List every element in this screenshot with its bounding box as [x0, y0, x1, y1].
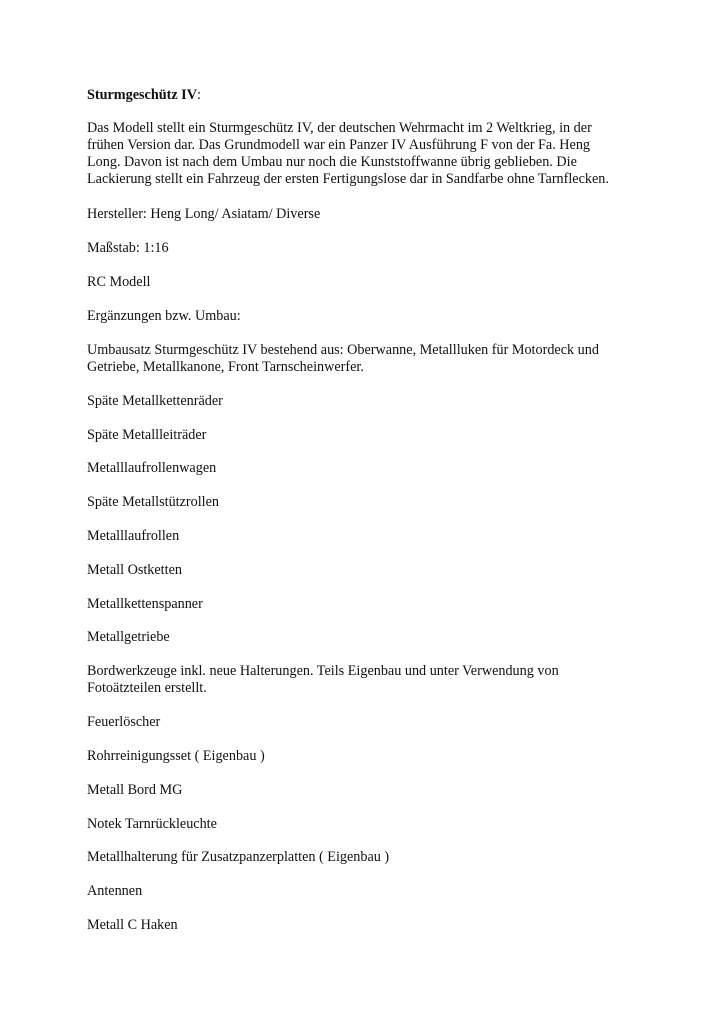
conversion-kit-line-1: Umbausatz Sturmgeschütz IV bestehend aus: Oberwanne, Metallluken für Motordeck und [87, 342, 599, 358]
conversion-kit-line-2: Getriebe, Metallkanone, Front Tarnscheinwerfer. [87, 359, 364, 375]
scale-line: Maßstab: 1:16 [87, 240, 169, 256]
list-item: Späte Metallstützrollen [87, 494, 219, 510]
intro-line-1: Das Modell stellt ein Sturmgeschütz IV, der deutschen Wehrmacht im 2 Weltkrieg, in der [87, 120, 592, 136]
list-item: Metallkettenspanner [87, 596, 203, 612]
intro-line-2: frühen Version dar. Das Grundmodell war ein Panzer IV Ausführung F von der Fa. Heng [87, 137, 591, 153]
intro-line-4: Lackierung stellt ein Fahrzeug der ersten Fertigungslose dar in Sandfarbe ohne Tarnflecken. [87, 171, 609, 187]
list-item: Metallgetriebe [87, 629, 170, 645]
list-item: Späte Metallkettenräder [87, 393, 223, 409]
list-item: Antennen [87, 883, 143, 899]
list-item: Rohrreinigungsset ( Eigenbau ) [87, 748, 265, 764]
intro-line-3: Long. Davon ist nach dem Umbau nur noch die Kunststoffwanne übrig geblieben. Die [87, 154, 577, 170]
list-item: Metall Bord MG [87, 782, 183, 798]
list-item: Metall Ostketten [87, 562, 182, 578]
tools-line-2: Fotoätzteilen erstellt. [87, 680, 207, 696]
additions-heading: Ergänzungen bzw. Umbau: [87, 308, 241, 324]
model-type-line: RC Modell [87, 274, 151, 290]
manufacturer-line: Hersteller: Heng Long/ Asiatam/ Diverse [87, 206, 321, 222]
list-item: Metalllaufrollen [87, 528, 180, 544]
list-item: Metallhalterung für Zusatzpanzerplatten ( Eigenbau ) [87, 849, 390, 865]
list-item: Feuerlöscher [87, 714, 161, 730]
title-text: Sturmgeschütz IV [87, 87, 197, 103]
document-title [87, 87, 201, 104]
list-item: Notek Tarnrückleuchte [87, 816, 217, 832]
title-suffix: : [196, 87, 201, 103]
list-item: Metalllaufrollenwagen [87, 460, 217, 476]
tools-line-1: Bordwerkzeuge inkl. neue Halterungen. Teils Eigenbau und unter Verwendung von [87, 663, 559, 679]
list-item: Metall C Haken [87, 917, 178, 933]
list-item: Späte Metallleiträder [87, 427, 207, 443]
